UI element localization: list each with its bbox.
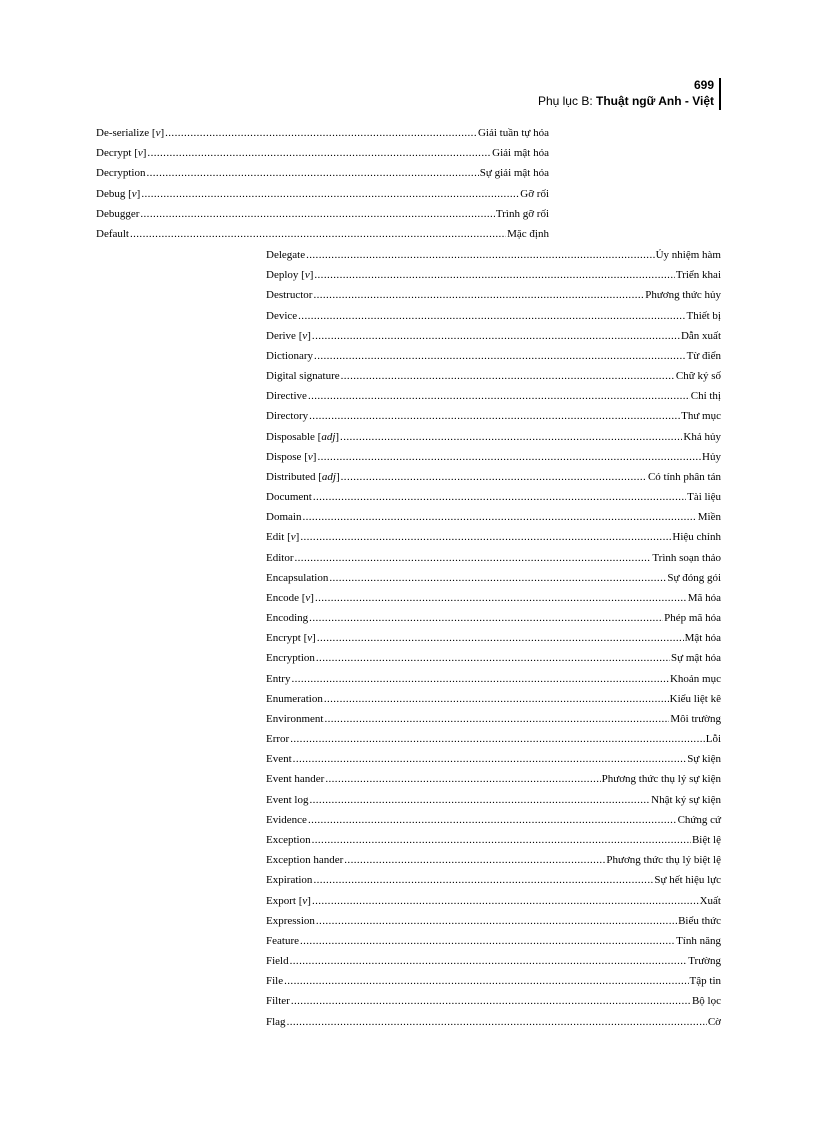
glossary-entry bbox=[266, 467, 721, 487]
glossary-definition: Chỉ thị bbox=[690, 390, 721, 403]
dot-leader bbox=[312, 830, 691, 850]
term-text: Encapsulation bbox=[266, 571, 329, 584]
glossary-definition: Hiệu chỉnh bbox=[672, 531, 721, 544]
glossary-term bbox=[266, 346, 313, 366]
glossary-entry bbox=[266, 507, 721, 527]
glossary-term bbox=[266, 870, 312, 890]
dot-leader bbox=[147, 143, 491, 163]
part-of-speech-tag: v bbox=[155, 127, 161, 139]
glossary-entry bbox=[266, 527, 721, 547]
glossary-entry bbox=[266, 366, 721, 386]
glossary-term bbox=[266, 366, 340, 386]
glossary-definition: Miền bbox=[697, 511, 721, 524]
glossary-entry bbox=[266, 628, 721, 648]
glossary-definition: Dẫn xuất bbox=[680, 329, 721, 342]
glossary-term bbox=[266, 648, 315, 668]
part-of-speech-tag: v bbox=[131, 187, 137, 200]
glossary-definition: Trình gỡ rối bbox=[495, 207, 549, 220]
dot-leader bbox=[344, 850, 605, 870]
glossary-term: De-serialize [v] bbox=[96, 127, 165, 139]
glossary-entry bbox=[266, 951, 721, 971]
dot-leader bbox=[287, 1012, 707, 1032]
term-text: Filter bbox=[266, 995, 290, 1008]
part-of-speech-tag: v bbox=[137, 147, 143, 160]
glossary-term: Edit [v] bbox=[266, 531, 300, 544]
glossary-entry bbox=[266, 285, 721, 305]
glossary-term bbox=[266, 951, 289, 971]
term-text: Derive bbox=[266, 329, 296, 342]
glossary-entry bbox=[266, 1012, 721, 1032]
glossary-entry bbox=[266, 588, 721, 608]
term-text: Entry bbox=[266, 672, 291, 685]
glossary-entry bbox=[266, 648, 721, 668]
dot-leader bbox=[130, 224, 506, 244]
glossary-definition: Mặc định bbox=[507, 227, 549, 240]
glossary-term bbox=[266, 749, 292, 769]
dot-leader bbox=[340, 427, 682, 447]
glossary-entry bbox=[96, 123, 549, 143]
dot-leader bbox=[313, 487, 686, 507]
glossary-term bbox=[266, 507, 301, 527]
part-of-speech-tag: v bbox=[305, 591, 311, 604]
glossary-entry bbox=[96, 204, 549, 224]
term-text: Distributed bbox=[266, 470, 316, 483]
glossary-definition: Nhật ký sự kiện bbox=[651, 793, 721, 806]
glossary-definition: Mã hóa bbox=[687, 591, 721, 604]
term-text: Evidence bbox=[266, 813, 307, 826]
glossary-entry bbox=[266, 830, 721, 850]
dot-leader bbox=[309, 608, 663, 628]
dot-leader bbox=[309, 406, 680, 426]
glossary-term bbox=[266, 689, 323, 709]
glossary-definition: Chứng cứ bbox=[677, 813, 721, 826]
part-of-speech-tag: v bbox=[302, 894, 308, 907]
glossary-definition: Mật hóa bbox=[684, 632, 721, 645]
glossary-term bbox=[266, 709, 323, 729]
glossary-term bbox=[266, 406, 308, 426]
dot-leader bbox=[291, 991, 691, 1011]
glossary-entry bbox=[96, 163, 549, 183]
glossary-definition: Ủy nhiệm hàm bbox=[655, 249, 721, 261]
glossary-term bbox=[266, 548, 294, 568]
glossary-entry bbox=[266, 931, 721, 951]
glossary-term bbox=[266, 729, 289, 749]
dot-leader bbox=[300, 527, 671, 547]
dot-leader bbox=[295, 548, 652, 568]
glossary-entry bbox=[266, 346, 721, 366]
glossary-definition: Gỡ rối bbox=[520, 187, 549, 200]
dot-leader bbox=[312, 891, 699, 911]
glossary-entry bbox=[266, 669, 721, 689]
term-text: Dispose bbox=[266, 450, 302, 463]
term-text: Document bbox=[266, 491, 312, 504]
glossary-entry bbox=[266, 306, 721, 326]
term-text: Editor bbox=[266, 551, 294, 564]
glossary-entry bbox=[266, 386, 721, 406]
glossary-definition: Phương thức hủy bbox=[645, 289, 721, 302]
glossary-definition: Trình soạn thảo bbox=[652, 551, 721, 564]
glossary-entry bbox=[266, 991, 721, 1011]
page-number: 699 bbox=[693, 78, 714, 92]
dot-leader bbox=[341, 467, 647, 487]
glossary-entry bbox=[266, 790, 721, 810]
chapter-title: Thuật ngữ Anh - Việt bbox=[595, 94, 714, 108]
glossary-entry bbox=[266, 427, 721, 447]
glossary-term bbox=[266, 911, 315, 931]
glossary-definition: Có tính phân tán bbox=[647, 470, 721, 483]
glossary-definition: Sự hết hiệu lực bbox=[654, 874, 721, 887]
dot-leader bbox=[341, 366, 675, 386]
glossary-term bbox=[266, 971, 283, 991]
term-text: Event bbox=[266, 753, 292, 766]
glossary-definition: Tập tin bbox=[689, 975, 721, 988]
glossary-term bbox=[266, 769, 324, 789]
term-text: Debugger bbox=[96, 207, 140, 220]
term-text: Encode bbox=[266, 591, 299, 604]
glossary-definition: Tính năng bbox=[676, 934, 721, 947]
glossary-definition: Trường bbox=[688, 955, 721, 968]
glossary-definition: Phương thức thụ lý biệt lệ bbox=[606, 854, 721, 867]
glossary-term: Export [v] bbox=[266, 894, 311, 907]
dot-leader bbox=[317, 628, 684, 648]
chapter-prefix: Phụ lục B: bbox=[537, 94, 596, 108]
part-of-speech-tag: v bbox=[307, 632, 313, 645]
term-text: Directive bbox=[266, 390, 307, 403]
glossary-definition: Sự giải mật hóa bbox=[479, 167, 549, 180]
glossary-term: Dispose [v] bbox=[266, 450, 317, 463]
term-text: Device bbox=[266, 309, 298, 322]
glossary-definition: Thư mục bbox=[681, 410, 721, 423]
term-text: Domain bbox=[266, 511, 302, 524]
chapter-heading bbox=[538, 93, 714, 110]
dot-leader bbox=[313, 285, 644, 305]
term-text: Decrypt bbox=[96, 147, 132, 160]
glossary-term: Encrypt [v] bbox=[266, 632, 316, 645]
glossary-term bbox=[266, 245, 305, 265]
dot-leader bbox=[316, 911, 677, 931]
glossary-entry bbox=[266, 729, 721, 749]
dot-leader bbox=[165, 123, 477, 143]
dot-leader bbox=[298, 306, 685, 326]
glossary-term bbox=[96, 204, 139, 224]
term-text: Environment bbox=[266, 712, 324, 725]
dot-leader bbox=[308, 386, 690, 406]
glossary-definition: Tài liệu bbox=[687, 491, 721, 504]
glossary-term bbox=[266, 669, 290, 689]
glossary-term bbox=[266, 608, 308, 628]
glossary-entry bbox=[266, 911, 721, 931]
glossary-definition: Biệt lệ bbox=[691, 833, 721, 846]
dot-leader bbox=[290, 729, 705, 749]
term-text: Exception hander bbox=[266, 854, 344, 867]
glossary-definition: Môi trường bbox=[670, 712, 721, 725]
glossary-entry bbox=[266, 850, 721, 870]
glossary-definition: Từ điển bbox=[686, 349, 721, 362]
glossary-term bbox=[96, 224, 129, 244]
glossary-definition: Cờ bbox=[707, 1015, 721, 1028]
part-of-speech-tag: adj bbox=[321, 470, 336, 483]
term-text: Digital signature bbox=[266, 370, 340, 383]
glossary-term bbox=[266, 790, 308, 810]
glossary-term bbox=[266, 285, 312, 305]
dot-leader bbox=[291, 669, 669, 689]
term-text: Event hander bbox=[266, 773, 325, 786]
term-text: Encrypt bbox=[266, 632, 301, 645]
glossary-term bbox=[266, 568, 328, 588]
dot-leader bbox=[329, 568, 666, 588]
glossary-definition: Chữ ký số bbox=[675, 370, 721, 383]
term-text: Destructor bbox=[266, 289, 313, 302]
term-text: Delegate bbox=[266, 249, 306, 261]
term-text: Expiration bbox=[266, 874, 313, 887]
glossary-entry bbox=[266, 548, 721, 568]
term-text: Field bbox=[266, 955, 289, 968]
glossary-definition: Phương thức thụ lý sự kiện bbox=[601, 773, 721, 786]
term-text: Exception bbox=[266, 833, 311, 846]
glossary-term bbox=[266, 306, 297, 326]
glossary-term: Encode [v] bbox=[266, 591, 314, 604]
glossary-term: Decrypt [v] bbox=[96, 147, 147, 160]
glossary-definition: Thiết bị bbox=[686, 309, 721, 322]
term-text: Deploy bbox=[266, 269, 299, 282]
term-text: De-serialize bbox=[96, 127, 150, 139]
dot-leader bbox=[315, 588, 687, 608]
dot-leader bbox=[314, 346, 686, 366]
dot-leader bbox=[146, 163, 478, 183]
dot-leader bbox=[284, 971, 688, 991]
glossary-term: Deploy [v] bbox=[266, 269, 314, 282]
glossary-definition: Xuất bbox=[699, 894, 721, 907]
part-of-speech-tag: v bbox=[290, 531, 296, 544]
term-text: Default bbox=[96, 227, 129, 240]
glossary-term bbox=[266, 810, 307, 830]
glossary-entry bbox=[266, 245, 721, 265]
glossary-entry bbox=[96, 143, 549, 163]
glossary-term bbox=[266, 850, 343, 870]
glossary-entry bbox=[266, 749, 721, 769]
glossary-term bbox=[266, 386, 307, 406]
term-text: Disposable bbox=[266, 430, 315, 443]
glossary-entry bbox=[266, 608, 721, 628]
term-text: Flag bbox=[266, 1015, 286, 1028]
term-text: Feature bbox=[266, 934, 299, 947]
dot-leader bbox=[300, 931, 675, 951]
glossary-definition: Biểu thức bbox=[678, 914, 721, 927]
part-of-speech-tag: v bbox=[304, 269, 310, 282]
glossary-entry bbox=[96, 184, 549, 204]
glossary-term bbox=[96, 163, 145, 183]
dot-leader bbox=[308, 810, 677, 830]
dot-leader bbox=[317, 447, 701, 467]
term-text: Export bbox=[266, 894, 296, 907]
term-text: Expression bbox=[266, 914, 315, 927]
glossary-definition: Hủy bbox=[702, 450, 721, 463]
dot-leader bbox=[316, 648, 670, 668]
glossary-definition: Sự kiện bbox=[687, 753, 721, 766]
term-text: Decryption bbox=[96, 167, 146, 180]
page-header bbox=[538, 78, 720, 110]
glossary-definition: Kiểu liệt kê bbox=[669, 692, 721, 705]
glossary-definition: Khoản mục bbox=[669, 672, 721, 685]
dot-leader bbox=[325, 769, 600, 789]
part-of-speech-tag: adj bbox=[321, 430, 336, 443]
glossary-entry bbox=[266, 971, 721, 991]
glossary-entry bbox=[266, 810, 721, 830]
dot-leader bbox=[312, 326, 680, 346]
glossary-term: Debug [v] bbox=[96, 187, 141, 200]
glossary-definition: Lỗi bbox=[705, 733, 721, 746]
glossary-definition: Sự đóng gói bbox=[667, 571, 721, 584]
glossary-term bbox=[266, 1012, 286, 1032]
glossary-term: Disposable [adj] bbox=[266, 430, 340, 443]
glossary-term: Distributed [adj] bbox=[266, 470, 340, 483]
glossary-term: Derive [v] bbox=[266, 329, 311, 342]
glossary-entry bbox=[266, 487, 721, 507]
glossary-term bbox=[266, 931, 299, 951]
term-text: Enumeration bbox=[266, 692, 323, 705]
dot-leader bbox=[314, 265, 675, 285]
term-text: Error bbox=[266, 733, 290, 746]
dot-leader bbox=[141, 184, 519, 204]
term-text: Encryption bbox=[266, 652, 315, 665]
glossary-column-2 bbox=[266, 245, 721, 1032]
glossary-entry bbox=[266, 689, 721, 709]
glossary-term bbox=[266, 830, 311, 850]
glossary-column-1 bbox=[96, 123, 549, 244]
glossary-entry bbox=[96, 224, 549, 244]
glossary-entry bbox=[266, 326, 721, 346]
glossary-entry bbox=[266, 870, 721, 890]
dot-leader bbox=[324, 709, 669, 729]
glossary-term bbox=[266, 991, 290, 1011]
glossary-term bbox=[266, 487, 312, 507]
dot-leader bbox=[324, 689, 669, 709]
term-text: Dictionary bbox=[266, 349, 314, 362]
dot-leader bbox=[313, 870, 653, 890]
part-of-speech-tag: v bbox=[302, 329, 308, 342]
glossary-definition: Phép mã hóa bbox=[664, 612, 721, 625]
term-text: Event log bbox=[266, 793, 309, 806]
glossary-definition: Bộ lọc bbox=[691, 995, 721, 1008]
glossary-entry bbox=[266, 447, 721, 467]
dot-leader bbox=[293, 749, 687, 769]
glossary-entry bbox=[266, 891, 721, 911]
glossary-definition: Sự mật hóa bbox=[671, 652, 721, 665]
glossary-definition: Khả hủy bbox=[683, 430, 721, 443]
glossary-entry bbox=[266, 769, 721, 789]
term-text: Encoding bbox=[266, 612, 309, 625]
dot-leader bbox=[306, 245, 655, 265]
glossary-entry bbox=[266, 709, 721, 729]
header-divider bbox=[719, 78, 721, 110]
glossary-definition: Giải tuần tự hóa bbox=[477, 127, 549, 139]
glossary-definition: Triển khai bbox=[675, 269, 721, 282]
term-text: File bbox=[266, 975, 284, 988]
dot-leader bbox=[290, 951, 688, 971]
glossary-entry bbox=[266, 568, 721, 588]
glossary-entry bbox=[266, 406, 721, 426]
dot-leader bbox=[309, 790, 650, 810]
glossary-entry bbox=[266, 265, 721, 285]
part-of-speech-tag: v bbox=[307, 450, 313, 463]
glossary-definition: Giải mật hóa bbox=[492, 147, 549, 160]
term-text: Edit bbox=[266, 531, 285, 544]
term-text: Directory bbox=[266, 410, 309, 423]
dot-leader bbox=[302, 507, 696, 527]
term-text: Debug bbox=[96, 187, 126, 200]
dot-leader bbox=[140, 204, 495, 224]
